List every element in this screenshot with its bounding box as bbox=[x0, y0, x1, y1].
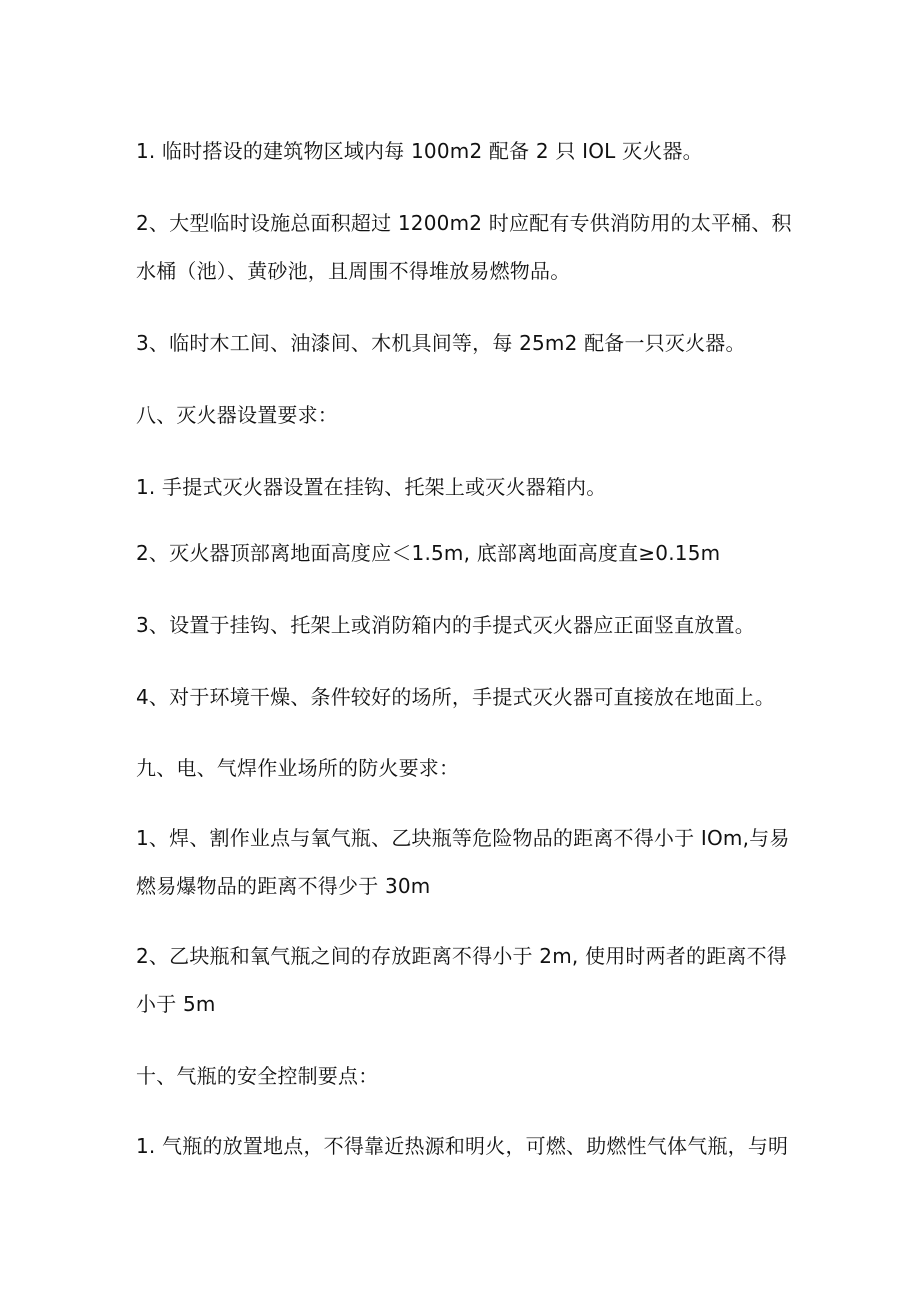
section-heading: 十、气瓶的安全控制要点： bbox=[136, 1064, 379, 1088]
text-line: 2、灭火器顶部离地面高度应＜1.5m, 底部离地面高度直≥0.15m bbox=[136, 541, 721, 565]
text-line: 1、焊、割作业点与氧气瓶、乙块瓶等危险物品的距离不得小于 IOm,与易 bbox=[136, 826, 790, 850]
text-line: 1. 气瓶的放置地点，不得靠近热源和明火，可燃、助燃性气体气瓶，与明 bbox=[136, 1134, 789, 1158]
text-line: 4、对于环境干燥、条件较好的场所，手提式灭火器可直接放在地面上。 bbox=[136, 685, 776, 709]
text-line: 小于 5m bbox=[136, 992, 216, 1016]
section-heading: 九、电、气焊作业场所的防火要求： bbox=[136, 756, 460, 780]
text-line: 水桶（池）、黄砂池，且周围不得堆放易燃物品。 bbox=[136, 259, 571, 283]
text-line: 3、临时木工间、油漆间、木机具间等，每 25m2 配备一只灭火器。 bbox=[136, 331, 746, 355]
text-line: 3、设置于挂钩、托架上或消防箱内的手提式灭火器应正面竖直放置。 bbox=[136, 613, 755, 637]
section-heading: 八、灭火器设置要求： bbox=[136, 403, 338, 427]
text-line: 1. 手提式灭火器设置在挂钩、托架上或灭火器箱内。 bbox=[136, 475, 607, 499]
text-line: 2、大型临时设施总面积超过 1200m2 时应配有专供消防用的太平桶、积 bbox=[136, 211, 792, 235]
text-line: 燃易爆物品的距离不得少于 30m bbox=[136, 874, 431, 898]
text-line: 1. 临时搭设的建筑物区域内每 100m2 配备 2 只 IOL 灭火器。 bbox=[136, 139, 703, 163]
text-line: 2、乙块瓶和氧气瓶之间的存放距离不得小于 2m, 使用时两者的距离不得 bbox=[136, 944, 788, 968]
